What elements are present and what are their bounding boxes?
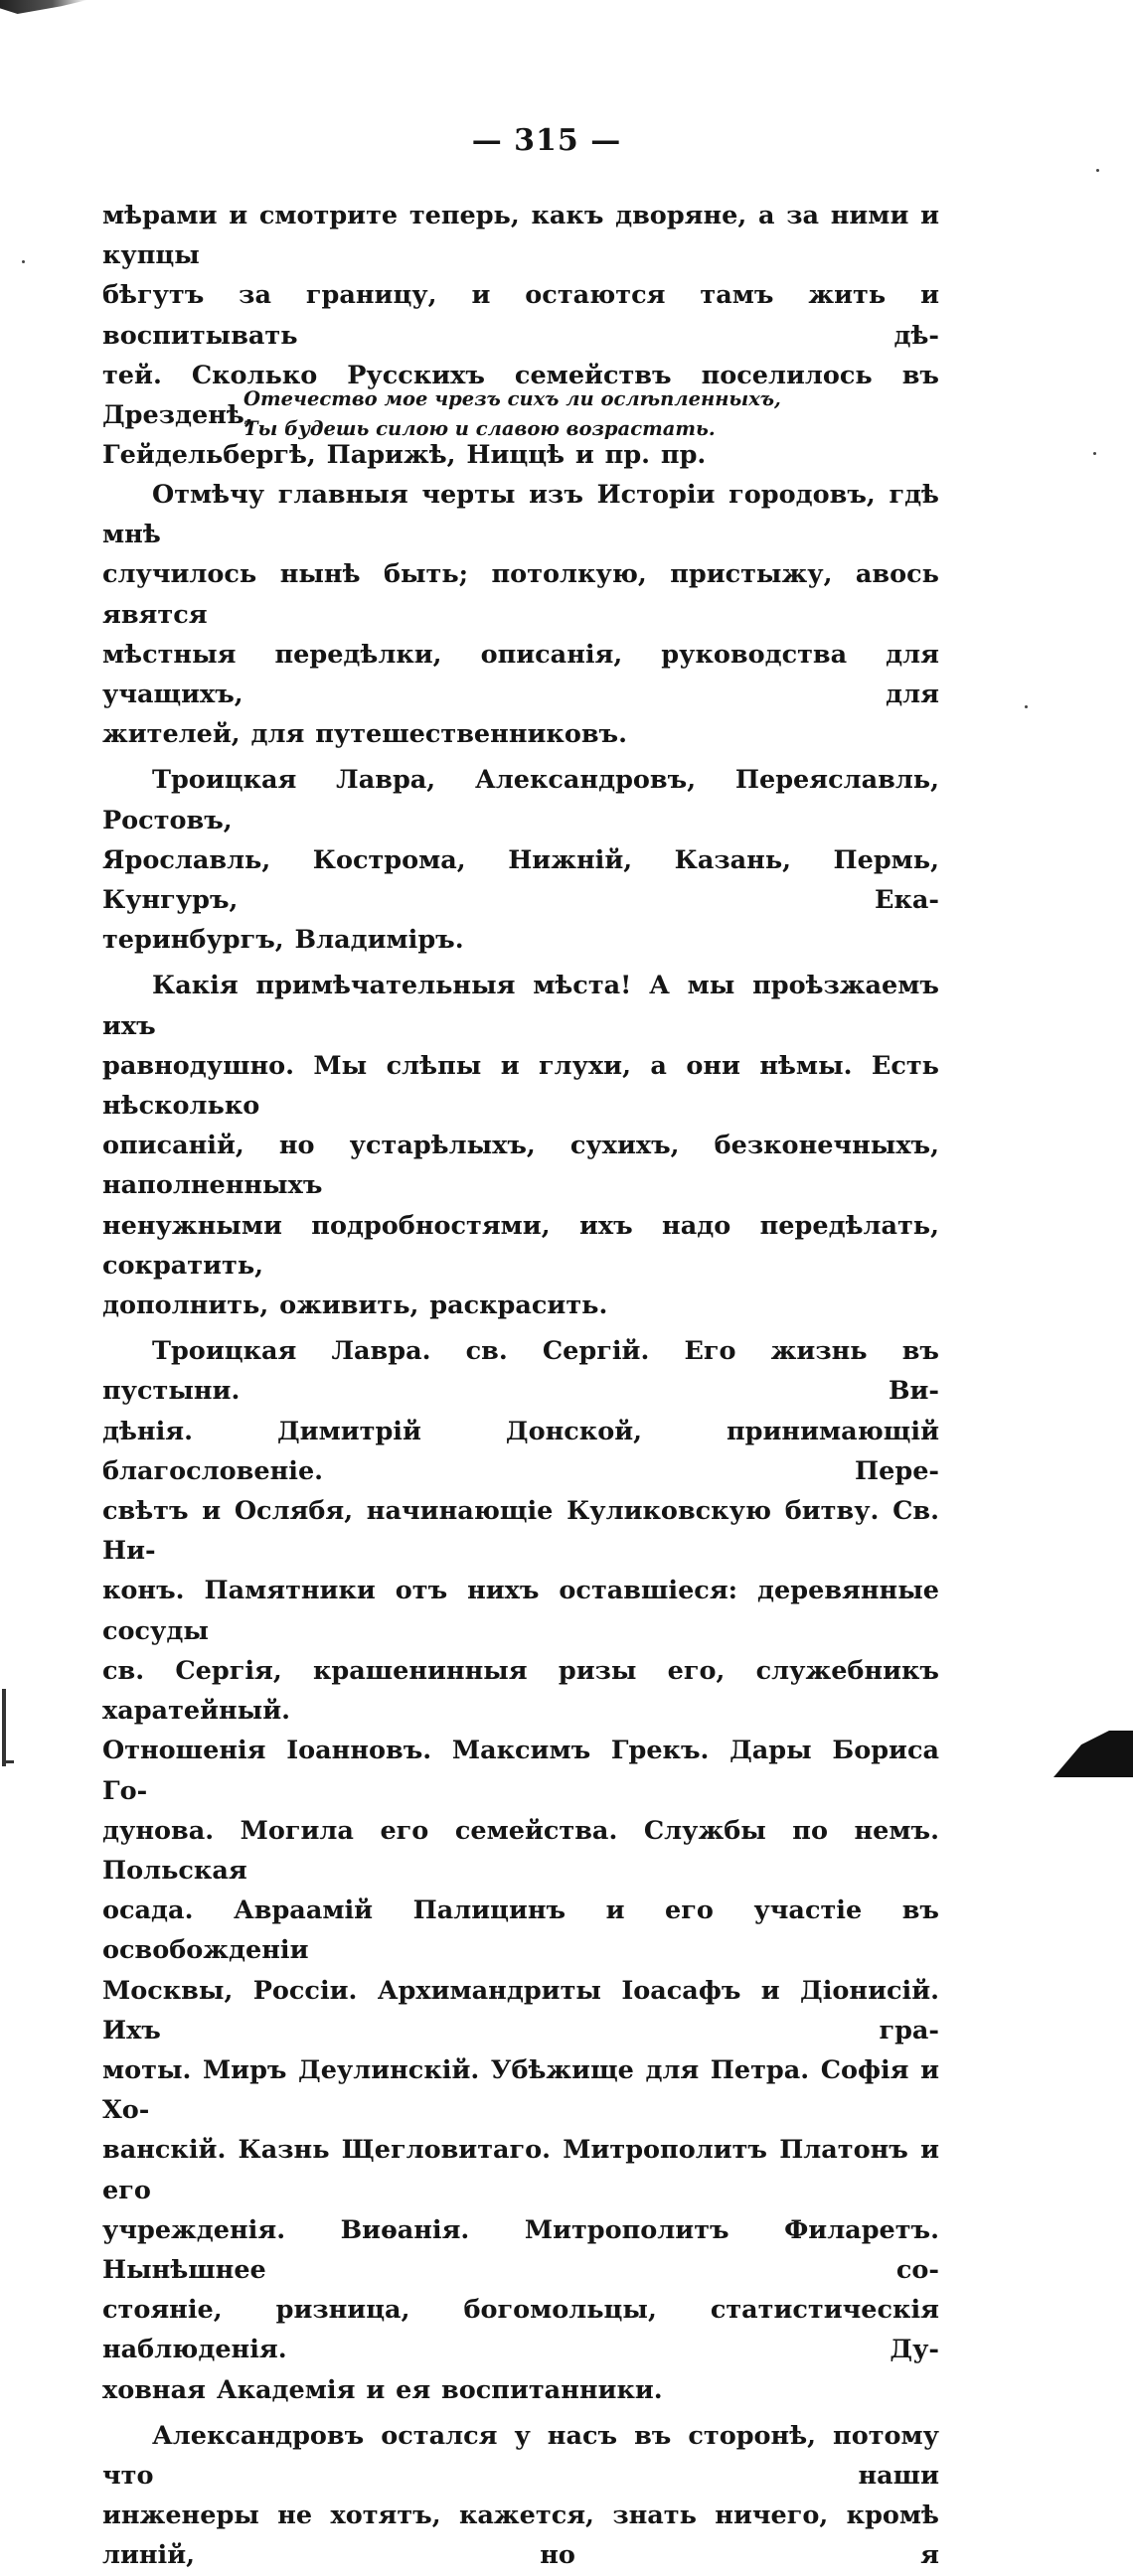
text-line: ховная Академія и ея воспитанники. [102, 2374, 663, 2405]
text-line: Троицкая Лавра. св. Сергій. Его жизнь въ пустыни. Ви- [102, 1336, 939, 1407]
scan-artifact-bottom-left [2, 1689, 6, 1766]
verse-quotation [243, 384, 800, 444]
text-line: свѣтъ и Ослябя, начинающіе Куликовскую битву. Св. Ни- [102, 1496, 939, 1567]
quote-line: Отечество мое чрезъ сихъ ли ослѣпленныхъ, [243, 387, 781, 410]
paragraph [102, 2416, 939, 2576]
text-line: Отношенія Іоанновъ. Максимъ Грекъ. Дары Бориса Го- [102, 1736, 939, 1806]
text-line: ванскій. Казнь Щегловитаго. Митрополитъ Платонъ и его [102, 2135, 939, 2205]
text-line: учрежденія. Виѳанія. Митрополитъ Филаретъ. Нынѣшнее со- [102, 2214, 939, 2285]
text-line: жителей, для путешественниковъ. [102, 719, 627, 750]
scan-artifact-bottom-right [1053, 1731, 1133, 1777]
paragraph [102, 966, 939, 1325]
paragraph [102, 475, 939, 754]
text-line: бѣгутъ за границу, и остаются тамъ жить и воспитывать дѣ- [102, 280, 939, 351]
text-line: Гейдельбергѣ, Парижѣ, Ниццѣ и пр. пр. [102, 440, 707, 471]
scan-artifact-top-left [0, 0, 87, 14]
text-line: моты. Миръ Деулинскій. Убѣжище для Петра. Софія и Хо- [102, 2054, 939, 2126]
scan-speck [1093, 452, 1096, 455]
text-line: Александровъ остался у насъ въ сторонѣ, потому что наши [102, 2420, 939, 2491]
text-line: Москвы, Россіи. Архимандриты Іоасафъ и Діонисій. Ихъ гра- [102, 1975, 939, 2046]
scan-speck [1025, 705, 1028, 708]
text-line: конъ. Памятники отъ нихъ оставшіеся: деревянные сосуды [102, 1576, 939, 1646]
main-text [102, 475, 939, 2576]
text-line: Какія примѣчательныя мѣста! А мы проѣзжаемъ ихъ [102, 971, 939, 1041]
text-line: инженеры не хотятъ, кажется, знать ничего, кромѣ линій, но я [102, 2500, 939, 2571]
text-line: св. Сергія, крашенинныя ризы его, служебникъ харатейный. [102, 1655, 939, 1727]
text-line: ненужными подробностями, ихъ надо передѣлать, сократить, [102, 1210, 939, 1281]
text-line: мѣрами и смотрите теперь, какъ дворяне, а за ними и купцы [102, 201, 939, 271]
text-line: дополнить, оживить, раскрасить. [102, 1290, 608, 1321]
paragraph [102, 1331, 939, 2409]
text-line: случилось нынѣ быть; потолкую, пристыжу, авось явятся [102, 559, 939, 630]
text-line: Троицкая Лавра, Александровъ, Переяславль, Ростовъ, [102, 765, 939, 835]
text-line: мѣстныя передѣлки, описанія, руководства для учащихъ, для [102, 639, 939, 710]
text-line: тей. Сколько Русскихъ семействъ поселилось въ Дрезденѣ, [102, 360, 939, 431]
quote-line: Ты будешь силою и славою возрастать. [243, 417, 716, 440]
text-line: осада. Авраамій Палицинъ и его участіе въ освобожденіи [102, 1895, 939, 1966]
scan-speck [22, 260, 25, 263]
scan-artifact-bottom-left-foot [2, 1760, 14, 1763]
text-line: описаній, но устарѣлыхъ, сухихъ, безконечныхъ, наполненныхъ [102, 1131, 939, 1201]
text-line: Ярославль, Кострома, Нижній, Казань, Пермь, Кунгуръ, Ека- [102, 844, 939, 916]
page-number: — 315 — [471, 123, 622, 158]
text-line: Отмѣчу главныя черты изъ Исторіи городовъ, гдѣ мнѣ [102, 480, 939, 550]
text-line: стояніе, ризница, богомольцы, статистическія наблюденія. Ду- [102, 2295, 939, 2365]
text-line: равнодушно. Мы слѣпы и глухи, а они нѣмы. Есть нѣсколько [102, 1050, 939, 1122]
paragraph [102, 760, 939, 960]
text-line: дунова. Могила его семейства. Службы по немъ. Польская [102, 1815, 939, 1886]
text-line: дѣнія. Димитрій Донской, принимающій благословеніе. Пере- [102, 1416, 939, 1486]
scan-speck [1096, 169, 1099, 172]
text-line: теринбургъ, Владиміръ. [102, 925, 464, 956]
